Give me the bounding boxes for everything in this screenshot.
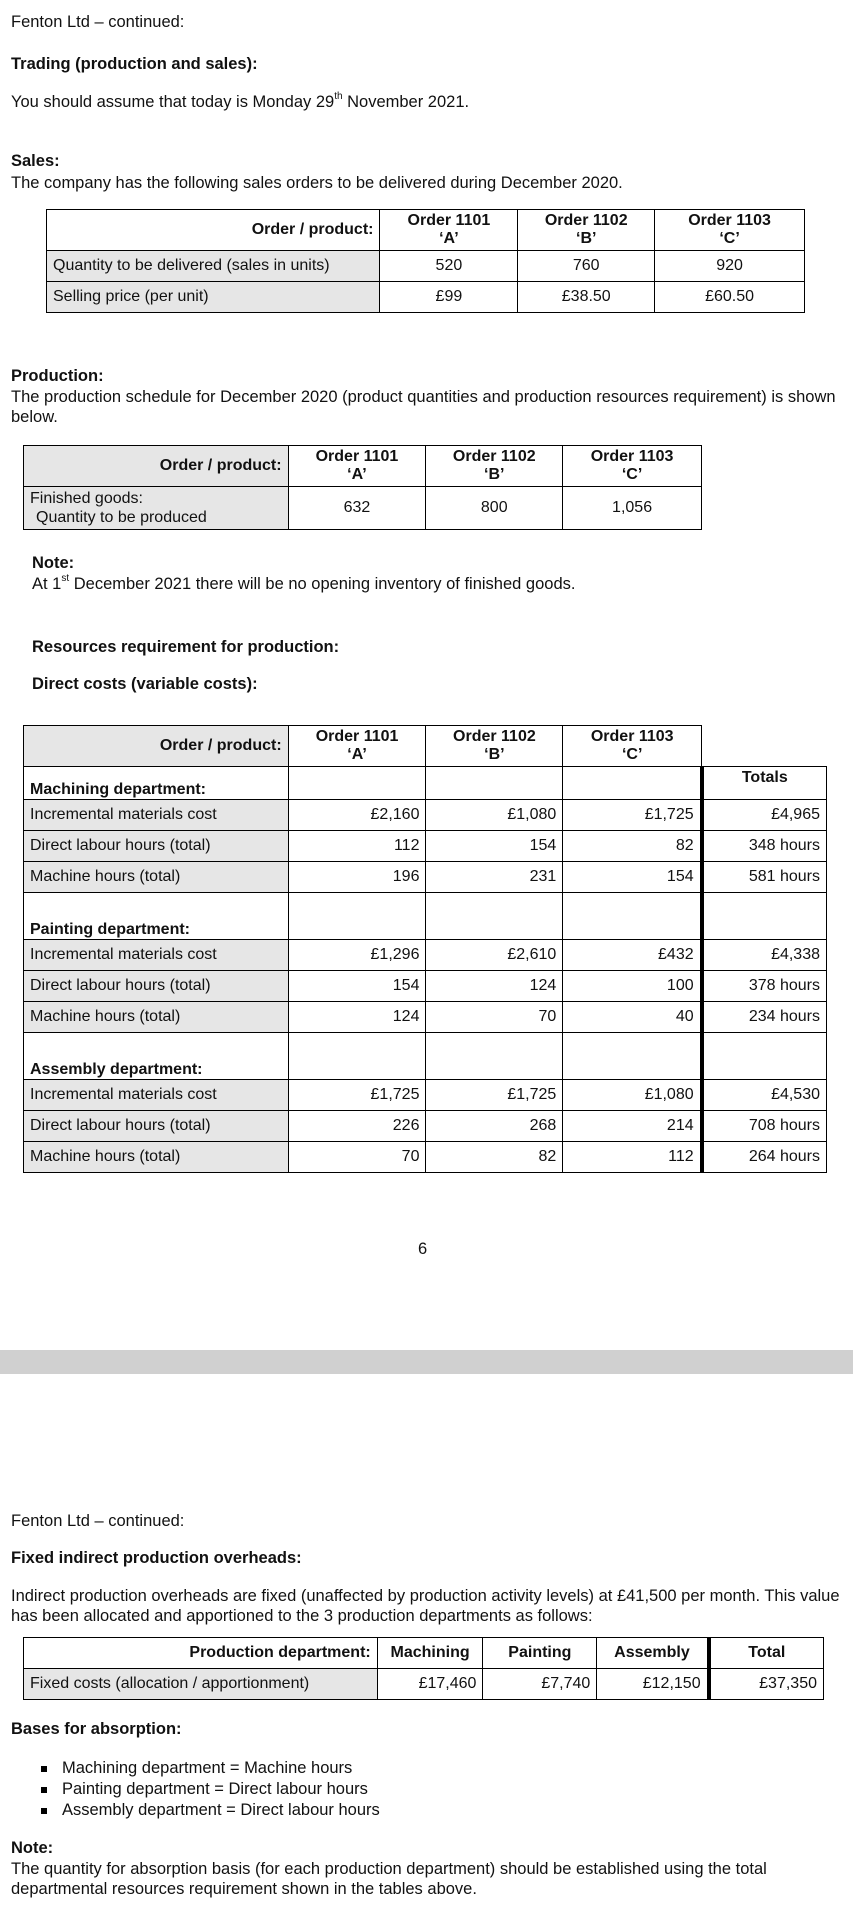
list-item: Assembly department = Direct labour hours (0, 1800, 380, 1821)
resources-col-header: Order 1101 ‘A’ (288, 726, 426, 767)
department-label-machining: Machining department: (24, 767, 289, 800)
table-row (24, 487, 702, 530)
cell: £1,080 (426, 800, 563, 831)
fixed-costs-table (23, 1637, 824, 1700)
department-label-painting: Painting department: (24, 893, 289, 940)
col-header-painting: Painting (483, 1638, 597, 1669)
sales-intro: The company has the following sales orders to be delivered during December 2020. (11, 174, 623, 192)
table-row (24, 831, 827, 862)
total-cell: £4,338 (702, 940, 827, 971)
row-label: Machine hours (total) (24, 1142, 289, 1173)
continued-label: Fenton Ltd – continued: (11, 1512, 185, 1530)
resources-heading: Resources requirement for production: (32, 638, 340, 656)
row-label: Direct labour hours (total) (24, 1111, 289, 1142)
page-separator (0, 1350, 853, 1374)
cell: £99 (380, 282, 518, 313)
row-label: Incremental materials cost (24, 800, 289, 831)
cell: 154 (563, 862, 702, 893)
row-label: Quantity to be delivered (sales in units) (47, 251, 380, 282)
cell: 154 (288, 971, 426, 1002)
page-number: 6 (418, 1240, 428, 1258)
trading-heading: Trading (production and sales): (11, 55, 258, 73)
cell: 520 (380, 251, 518, 282)
row-label: Machine hours (total) (24, 1002, 289, 1033)
resources-col-header: Order 1102 ‘B’ (426, 726, 563, 767)
cell: £60.50 (655, 282, 805, 313)
cell: 196 (288, 862, 426, 893)
cell: 800 (426, 487, 563, 530)
cell: £2,610 (426, 940, 563, 971)
note-text: The quantity for absorption basis (for each production department) should be established using the total departmental resources requirement shown in the tables above. (11, 1860, 767, 1898)
total-cell: 378 hours (702, 971, 827, 1002)
sales-heading: Sales: (11, 152, 60, 170)
note-heading: Note: (11, 1839, 54, 1857)
col-header-total: Total (709, 1638, 824, 1669)
total-cell: £4,530 (702, 1080, 827, 1111)
row-label: Incremental materials cost (24, 940, 289, 971)
cell: £17,460 (377, 1669, 483, 1700)
cell: 40 (563, 1002, 702, 1033)
sales-col-header: Order 1102 ‘B’ (518, 210, 655, 251)
fixed-overheads-heading: Fixed indirect production overheads: (11, 1549, 302, 1567)
bases-heading: Bases for absorption: (11, 1720, 182, 1738)
cell: £37,350 (709, 1669, 824, 1700)
row-label: Finished goods: Quantity to be produced (24, 487, 289, 530)
resources-col-header: Order 1103 ‘C’ (563, 726, 702, 767)
sales-col-header: Order 1103 ‘C’ (655, 210, 805, 251)
document-page-2 (0, 1374, 853, 1920)
fixed-header-label: Production department: (24, 1638, 378, 1669)
production-col-header: Order 1101 ‘A’ (288, 446, 426, 487)
continued-label: Fenton Ltd – continued: (11, 13, 185, 31)
cell: 760 (518, 251, 655, 282)
resources-table (23, 725, 827, 1173)
cell: £432 (563, 940, 702, 971)
bullet-icon (41, 1787, 47, 1793)
list-item: Machining department = Machine hours (0, 1758, 380, 1779)
cell: £12,150 (597, 1669, 709, 1700)
table-row (24, 1002, 827, 1033)
cell: 226 (288, 1111, 426, 1142)
total-cell: 708 hours (702, 1111, 827, 1142)
total-cell: 348 hours (702, 831, 827, 862)
total-cell: 581 hours (702, 862, 827, 893)
production-header-label: Order / product: (24, 446, 289, 487)
table-row (24, 940, 827, 971)
table-row (24, 971, 827, 1002)
cell: £38.50 (518, 282, 655, 313)
row-label: Incremental materials cost (24, 1080, 289, 1111)
direct-costs-heading: Direct costs (variable costs): (32, 675, 258, 693)
cell: £1,296 (288, 940, 426, 971)
row-label: Direct labour hours (total) (24, 971, 289, 1002)
table-row (24, 1111, 827, 1142)
col-header-assembly: Assembly (597, 1638, 709, 1669)
cell: 112 (563, 1142, 702, 1173)
fixed-overheads-text: Indirect production overheads are fixed (unaffected by production activity levels) at £41,500 per month. This value has been allocated and apportioned to the 3 production departments as follows: (11, 1587, 840, 1625)
table-row (24, 1142, 827, 1173)
cell: 112 (288, 831, 426, 862)
cell: 82 (426, 1142, 563, 1173)
bullet-icon (41, 1808, 47, 1814)
cell: 632 (288, 487, 426, 530)
table-row (24, 1080, 827, 1111)
row-label: Fixed costs (allocation / apportionment) (24, 1669, 378, 1700)
table-row (24, 800, 827, 831)
bases-list (0, 1758, 380, 1821)
cell: £1,725 (288, 1080, 426, 1111)
cell: 231 (426, 862, 563, 893)
sales-col-header: Order 1101 ‘A’ (380, 210, 518, 251)
assumption-text: You should assume that today is Monday 29th November 2021. (11, 91, 470, 111)
cell: 124 (426, 971, 563, 1002)
row-label: Direct labour hours (total) (24, 831, 289, 862)
production-table (23, 445, 702, 530)
total-cell: 264 hours (702, 1142, 827, 1173)
production-col-header: Order 1102 ‘B’ (426, 446, 563, 487)
cell: £1,725 (426, 1080, 563, 1111)
cell: 154 (426, 831, 563, 862)
note-heading: Note: (32, 554, 75, 572)
cell: 82 (563, 831, 702, 862)
table-row (47, 251, 805, 282)
sales-table (46, 209, 805, 313)
totals-label: Totals (702, 767, 827, 800)
cell: £1,080 (563, 1080, 702, 1111)
row-label: Selling price (per unit) (47, 282, 380, 313)
cell: 100 (563, 971, 702, 1002)
bullet-icon (41, 1766, 47, 1772)
resources-header-label: Order / product: (24, 726, 289, 767)
col-header-machining: Machining (377, 1638, 483, 1669)
table-row (24, 862, 827, 893)
department-label-assembly: Assembly department: (24, 1033, 289, 1080)
production-heading: Production: (11, 367, 104, 385)
cell: £2,160 (288, 800, 426, 831)
production-col-header: Order 1103 ‘C’ (563, 446, 702, 487)
cell: 70 (288, 1142, 426, 1173)
cell: £7,740 (483, 1669, 597, 1700)
sales-header-label: Order / product: (47, 210, 380, 251)
note-text: At 1st December 2021 there will be no opening inventory of finished goods. (32, 573, 576, 593)
production-intro: The production schedule for December 2020 (product quantities and production resources requirement) is shown below. (11, 388, 836, 426)
list-item: Painting department = Direct labour hours (0, 1779, 380, 1800)
cell: 268 (426, 1111, 563, 1142)
cell: 70 (426, 1002, 563, 1033)
cell: 1,056 (563, 487, 702, 530)
cell: £1,725 (563, 800, 702, 831)
cell: 214 (563, 1111, 702, 1142)
total-cell: 234 hours (702, 1002, 827, 1033)
cell: 124 (288, 1002, 426, 1033)
row-label: Machine hours (total) (24, 862, 289, 893)
cell: 920 (655, 251, 805, 282)
total-cell: £4,965 (702, 800, 827, 831)
table-row (47, 282, 805, 313)
table-row (24, 1669, 824, 1700)
